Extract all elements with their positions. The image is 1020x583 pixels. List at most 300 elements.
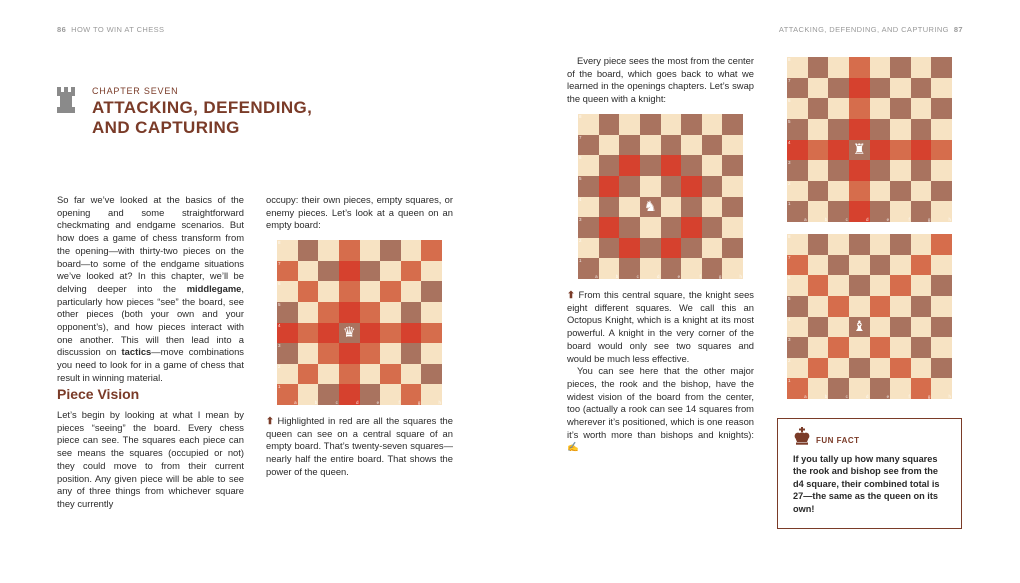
rank-label: 5 bbox=[579, 175, 582, 181]
board-square-d2 bbox=[339, 364, 360, 385]
board-square-a7 bbox=[787, 78, 808, 99]
rank-label: 7 bbox=[579, 134, 582, 140]
file-label: d bbox=[656, 274, 660, 279]
rank-label: 8 bbox=[579, 114, 582, 119]
board-square-h1 bbox=[421, 384, 442, 405]
board-square-b2 bbox=[298, 364, 319, 385]
chapter-title bbox=[92, 98, 312, 138]
board-square-b5 bbox=[808, 296, 829, 317]
queen-vision-board bbox=[277, 240, 442, 405]
board-square-g4 bbox=[401, 323, 422, 344]
board-square-g2 bbox=[911, 358, 932, 379]
file-label: a bbox=[595, 274, 598, 279]
board-square-c3 bbox=[619, 217, 640, 238]
fun-fact-text: If you tally up how many squares the rook and bishop see from the d4 square, their combined total is 27—the same as the queen on its own! bbox=[793, 454, 940, 514]
rank-label: 8 bbox=[788, 234, 791, 239]
board-square-h5 bbox=[722, 176, 743, 197]
rank-label: 1 bbox=[278, 384, 281, 390]
board-square-b8 bbox=[298, 240, 319, 261]
file-label: b bbox=[615, 274, 619, 279]
rook-piece-icon: ♜ bbox=[852, 141, 866, 158]
board-square-f7 bbox=[890, 255, 911, 276]
board-square-a6 bbox=[578, 155, 599, 176]
board-square-g3 bbox=[911, 337, 932, 358]
board-square-f8 bbox=[681, 114, 702, 135]
board-square-b5 bbox=[808, 119, 829, 140]
board-square-d4 bbox=[339, 323, 360, 344]
board-square-f5 bbox=[681, 176, 702, 197]
board-square-h5 bbox=[931, 119, 952, 140]
board-square-f4 bbox=[681, 197, 702, 218]
board-square-h7 bbox=[931, 255, 952, 276]
rank-label: 6 bbox=[788, 98, 791, 104]
board-square-a5 bbox=[787, 296, 808, 317]
board-square-e1 bbox=[360, 384, 381, 405]
file-label: h bbox=[739, 274, 742, 279]
board-square-f3 bbox=[890, 160, 911, 181]
board-square-a2 bbox=[787, 358, 808, 379]
board-square-a3 bbox=[787, 160, 808, 181]
board-square-c7 bbox=[828, 255, 849, 276]
board-square-b5 bbox=[298, 302, 319, 323]
board-square-b2 bbox=[808, 358, 829, 379]
board-square-g5 bbox=[702, 176, 723, 197]
board-square-h6 bbox=[931, 275, 952, 296]
board-square-g7 bbox=[911, 255, 932, 276]
file-label: e bbox=[376, 400, 380, 405]
file-label: g bbox=[927, 394, 931, 399]
board-square-g3 bbox=[401, 343, 422, 364]
board-square-g7 bbox=[401, 261, 422, 282]
board-square-c8 bbox=[828, 57, 849, 78]
file-label: c bbox=[335, 400, 338, 405]
rank-label: 4 bbox=[788, 139, 791, 145]
board-square-e4 bbox=[360, 323, 381, 344]
board-square-e7 bbox=[870, 78, 891, 99]
board-square-d2 bbox=[849, 181, 870, 202]
file-label: h bbox=[948, 394, 951, 399]
rank-label: 5 bbox=[788, 118, 791, 124]
board-square-g5 bbox=[911, 119, 932, 140]
board-square-d4 bbox=[849, 317, 870, 338]
board-square-h7 bbox=[722, 135, 743, 156]
board-square-b6 bbox=[808, 275, 829, 296]
rank-label: 5 bbox=[788, 295, 791, 301]
right-page-number: 87 bbox=[953, 25, 963, 34]
rank-label: 3 bbox=[788, 337, 791, 343]
column2-continuation: occupy: their own pieces, empty squares, or enemy pieces. Let’s look at a queen on an empty board: bbox=[266, 194, 453, 231]
rank-label: 1 bbox=[579, 258, 582, 264]
file-label: g bbox=[417, 400, 421, 405]
board-square-g6 bbox=[401, 281, 422, 302]
file-label: e bbox=[886, 217, 890, 222]
board-square-h2 bbox=[722, 238, 743, 259]
board-square-f2 bbox=[380, 364, 401, 385]
board-square-d1 bbox=[849, 378, 870, 399]
board-square-g8 bbox=[702, 114, 723, 135]
knight-piece-icon: ♞ bbox=[643, 198, 657, 215]
board-square-e2 bbox=[360, 364, 381, 385]
rank-label: 5 bbox=[278, 301, 281, 307]
rank-label: 8 bbox=[278, 240, 281, 245]
board-square-c7 bbox=[619, 135, 640, 156]
board-square-d3 bbox=[849, 160, 870, 181]
board-square-g8 bbox=[911, 234, 932, 255]
board-square-h6 bbox=[931, 98, 952, 119]
board-square-e3 bbox=[870, 337, 891, 358]
file-label: d bbox=[865, 394, 869, 399]
file-label: d bbox=[865, 217, 869, 222]
board-square-g2 bbox=[702, 238, 723, 259]
queen-piece-icon: ♛ bbox=[342, 324, 356, 341]
board-square-b1 bbox=[599, 258, 620, 279]
board-square-c2 bbox=[619, 238, 640, 259]
board-square-a7 bbox=[578, 135, 599, 156]
board-square-e6 bbox=[661, 155, 682, 176]
board-square-f2 bbox=[681, 238, 702, 259]
board-square-a1 bbox=[277, 384, 298, 405]
arrow-up-icon: ⬆ bbox=[567, 289, 575, 300]
board-square-e7 bbox=[870, 255, 891, 276]
board-square-e4 bbox=[870, 317, 891, 338]
file-label: a bbox=[804, 217, 807, 222]
board-square-c6 bbox=[318, 281, 339, 302]
file-label: e bbox=[677, 274, 681, 279]
file-label: g bbox=[718, 274, 722, 279]
board-square-d8 bbox=[849, 234, 870, 255]
board-square-c5 bbox=[619, 176, 640, 197]
file-label: g bbox=[927, 217, 931, 222]
board-square-d3 bbox=[640, 217, 661, 238]
board-square-c2 bbox=[828, 181, 849, 202]
board-square-d6 bbox=[640, 155, 661, 176]
board-square-a1 bbox=[787, 378, 808, 399]
board-square-a4 bbox=[787, 317, 808, 338]
board-square-f5 bbox=[380, 302, 401, 323]
board-square-g3 bbox=[911, 160, 932, 181]
board-square-c6 bbox=[828, 275, 849, 296]
file-label: c bbox=[845, 217, 848, 222]
board-square-d7 bbox=[339, 261, 360, 282]
board-square-b1 bbox=[808, 201, 829, 222]
term-tactics: tactics bbox=[121, 346, 152, 358]
board-square-h2 bbox=[931, 181, 952, 202]
board-square-c4 bbox=[318, 323, 339, 344]
board-square-b7 bbox=[298, 261, 319, 282]
board-square-a8 bbox=[277, 240, 298, 261]
board-square-h1 bbox=[931, 201, 952, 222]
rook-icon bbox=[55, 85, 77, 115]
file-label: f bbox=[908, 394, 910, 399]
board-square-c5 bbox=[318, 302, 339, 323]
board-square-b1 bbox=[808, 378, 829, 399]
rank-label: 6 bbox=[579, 155, 582, 161]
knight-vision-board bbox=[578, 114, 743, 279]
board-square-a3 bbox=[787, 337, 808, 358]
board-square-c8 bbox=[318, 240, 339, 261]
board-square-g1 bbox=[911, 378, 932, 399]
board-square-e5 bbox=[661, 176, 682, 197]
board-square-c2 bbox=[828, 358, 849, 379]
board-square-d7 bbox=[640, 135, 661, 156]
rank-label: 6 bbox=[278, 281, 281, 287]
board-square-g6 bbox=[911, 98, 932, 119]
board-square-e6 bbox=[870, 275, 891, 296]
board-square-c2 bbox=[318, 364, 339, 385]
board-square-h8 bbox=[722, 114, 743, 135]
board-square-d7 bbox=[849, 78, 870, 99]
board-square-d5 bbox=[640, 176, 661, 197]
file-label: h bbox=[438, 400, 441, 405]
board-square-g4 bbox=[702, 197, 723, 218]
board-square-g1 bbox=[702, 258, 723, 279]
board-square-e8 bbox=[870, 234, 891, 255]
board-square-b7 bbox=[599, 135, 620, 156]
board-square-d1 bbox=[339, 384, 360, 405]
rank-label: 4 bbox=[278, 322, 281, 328]
board-square-e8 bbox=[870, 57, 891, 78]
board-square-d5 bbox=[339, 302, 360, 323]
board-square-d5 bbox=[849, 296, 870, 317]
board-square-a2 bbox=[277, 364, 298, 385]
board-square-c8 bbox=[619, 114, 640, 135]
board-square-g2 bbox=[911, 181, 932, 202]
board-square-b1 bbox=[298, 384, 319, 405]
file-label: c bbox=[636, 274, 639, 279]
board-square-c1 bbox=[318, 384, 339, 405]
board-square-b8 bbox=[808, 234, 829, 255]
board-square-d5 bbox=[849, 119, 870, 140]
rank-label: 7 bbox=[278, 260, 281, 266]
board-square-f3 bbox=[380, 343, 401, 364]
board-square-b8 bbox=[599, 114, 620, 135]
board-square-d7 bbox=[849, 255, 870, 276]
rank-label: 2 bbox=[788, 357, 791, 363]
board-square-a3 bbox=[277, 343, 298, 364]
board-square-b8 bbox=[808, 57, 829, 78]
board-square-b6 bbox=[599, 155, 620, 176]
board-square-h3 bbox=[931, 160, 952, 181]
board-square-e5 bbox=[360, 302, 381, 323]
chapter-title-line2: AND CAPTURING bbox=[92, 118, 240, 137]
board-square-g7 bbox=[702, 135, 723, 156]
board-square-g6 bbox=[911, 275, 932, 296]
board-square-a8 bbox=[787, 57, 808, 78]
board-square-h1 bbox=[722, 258, 743, 279]
file-label: c bbox=[845, 394, 848, 399]
board-square-f6 bbox=[890, 98, 911, 119]
file-label: d bbox=[355, 400, 359, 405]
board-square-d2 bbox=[640, 238, 661, 259]
board-square-a2 bbox=[787, 181, 808, 202]
file-label: f bbox=[398, 400, 400, 405]
board-square-a6 bbox=[787, 275, 808, 296]
board-square-b7 bbox=[808, 255, 829, 276]
board-square-b3 bbox=[298, 343, 319, 364]
board-square-c3 bbox=[828, 337, 849, 358]
board-square-e3 bbox=[661, 217, 682, 238]
board-square-g5 bbox=[911, 296, 932, 317]
rook-vision-board bbox=[787, 57, 952, 222]
board-square-g8 bbox=[401, 240, 422, 261]
intro-paragraph: So far we’ve looked at the basics of the opening and some straightforward checkmating and endgame scenarios. But how does a game of chess transform from the opening—with thirty-two pieces on the board—to some of the endgame situations we’ve looked at? In this chapter, we’ll be delving deeper into the middlegame, particularly how pieces “see” the board, see other pieces (both your own and your opponent’s), and how pieces interact with one another. This will then lead into a discussion on tactics—move combinations you need to look for in a game of chess that result in winning material. bbox=[57, 194, 244, 383]
file-label: f bbox=[908, 217, 910, 222]
board-square-c5 bbox=[828, 119, 849, 140]
board-square-g1 bbox=[911, 201, 932, 222]
board-square-a8 bbox=[787, 234, 808, 255]
board-square-f7 bbox=[890, 78, 911, 99]
board-square-a5 bbox=[578, 176, 599, 197]
board-square-b6 bbox=[808, 98, 829, 119]
board-square-d1 bbox=[640, 258, 661, 279]
board-square-d8 bbox=[849, 57, 870, 78]
board-square-g3 bbox=[702, 217, 723, 238]
board-square-d4 bbox=[640, 197, 661, 218]
king-icon bbox=[793, 427, 811, 445]
board-square-b4 bbox=[808, 140, 829, 161]
rank-label: 3 bbox=[278, 343, 281, 349]
board-square-h5 bbox=[931, 296, 952, 317]
board-square-d3 bbox=[849, 337, 870, 358]
board-square-h4 bbox=[722, 197, 743, 218]
board-square-e4 bbox=[870, 140, 891, 161]
left-running-title: HOW TO WIN AT CHESS bbox=[71, 25, 165, 34]
chapter-title-line1: ATTACKING, DEFENDING, bbox=[92, 98, 313, 117]
board-square-e2 bbox=[870, 181, 891, 202]
board-square-g7 bbox=[911, 78, 932, 99]
board-square-c1 bbox=[828, 378, 849, 399]
board-square-f4 bbox=[380, 323, 401, 344]
board-square-a2 bbox=[578, 238, 599, 259]
board-square-f6 bbox=[890, 275, 911, 296]
board-square-f7 bbox=[380, 261, 401, 282]
board-square-a6 bbox=[277, 281, 298, 302]
board-square-d4 bbox=[849, 140, 870, 161]
board-square-h5 bbox=[421, 302, 442, 323]
board-square-h6 bbox=[722, 155, 743, 176]
file-label: h bbox=[948, 217, 951, 222]
file-label: a bbox=[804, 394, 807, 399]
board-square-a4 bbox=[578, 197, 599, 218]
board-square-f8 bbox=[890, 57, 911, 78]
board-square-g4 bbox=[911, 317, 932, 338]
board-square-f5 bbox=[890, 296, 911, 317]
board-square-b4 bbox=[298, 323, 319, 344]
board-square-b3 bbox=[599, 217, 620, 238]
board-square-c8 bbox=[828, 234, 849, 255]
board-square-a4 bbox=[277, 323, 298, 344]
file-label: a bbox=[294, 400, 297, 405]
board-square-f8 bbox=[380, 240, 401, 261]
board-square-f2 bbox=[890, 358, 911, 379]
board-square-e1 bbox=[661, 258, 682, 279]
board-square-e8 bbox=[360, 240, 381, 261]
board-square-h8 bbox=[421, 240, 442, 261]
board-square-f4 bbox=[890, 317, 911, 338]
column3-paragraph1: Every piece sees the most from the center of the board, which goes back to what we learned in the openings chapters. Let’s swap the queen with a knight: bbox=[567, 55, 754, 105]
board-square-c6 bbox=[828, 98, 849, 119]
board-square-h3 bbox=[931, 337, 952, 358]
board-square-a6 bbox=[787, 98, 808, 119]
board-square-f3 bbox=[890, 337, 911, 358]
rank-label: 7 bbox=[788, 77, 791, 83]
board-square-b4 bbox=[599, 197, 620, 218]
board-square-a1 bbox=[578, 258, 599, 279]
board-square-e2 bbox=[870, 358, 891, 379]
board-square-b5 bbox=[599, 176, 620, 197]
rank-label: 4 bbox=[788, 316, 791, 322]
rank-label: 3 bbox=[579, 217, 582, 223]
board-square-h3 bbox=[722, 217, 743, 238]
rank-label: 1 bbox=[788, 201, 791, 207]
bishop-vision-board bbox=[787, 234, 952, 399]
right-page-header bbox=[779, 25, 963, 34]
board-square-d8 bbox=[339, 240, 360, 261]
board-square-a5 bbox=[787, 119, 808, 140]
board-square-c4 bbox=[828, 317, 849, 338]
board-square-g1 bbox=[401, 384, 422, 405]
board-square-f1 bbox=[890, 378, 911, 399]
section-heading-piece-vision: Piece Vision bbox=[57, 386, 140, 402]
board-square-h2 bbox=[931, 358, 952, 379]
board-square-h3 bbox=[421, 343, 442, 364]
rank-label: 7 bbox=[788, 254, 791, 260]
board-square-b3 bbox=[808, 337, 829, 358]
board-square-e6 bbox=[360, 281, 381, 302]
left-page-number: 86 bbox=[57, 25, 67, 34]
file-label: b bbox=[824, 394, 828, 399]
board-square-h7 bbox=[421, 261, 442, 282]
board-square-b4 bbox=[808, 317, 829, 338]
board-square-f6 bbox=[380, 281, 401, 302]
board-square-e1 bbox=[870, 378, 891, 399]
rank-label: 2 bbox=[579, 237, 582, 243]
board-square-h8 bbox=[931, 57, 952, 78]
rank-label: 1 bbox=[788, 378, 791, 384]
board-square-c4 bbox=[828, 140, 849, 161]
board-square-h6 bbox=[421, 281, 442, 302]
bishop-piece-icon: ♝ bbox=[852, 318, 866, 335]
board-square-a7 bbox=[277, 261, 298, 282]
board-square-a4 bbox=[787, 140, 808, 161]
file-label: e bbox=[886, 394, 890, 399]
right-running-title: ATTACKING, DEFENDING, AND CAPTURING bbox=[778, 25, 949, 34]
board-square-f4 bbox=[890, 140, 911, 161]
board-square-d6 bbox=[849, 98, 870, 119]
board-square-f1 bbox=[380, 384, 401, 405]
board-square-a3 bbox=[578, 217, 599, 238]
file-label: b bbox=[824, 217, 828, 222]
board-square-e1 bbox=[870, 201, 891, 222]
board-square-f5 bbox=[890, 119, 911, 140]
board-square-e7 bbox=[360, 261, 381, 282]
rank-label: 4 bbox=[579, 196, 582, 202]
rank-label: 6 bbox=[788, 275, 791, 281]
board-square-e4 bbox=[661, 197, 682, 218]
rank-label: 3 bbox=[788, 160, 791, 166]
board-square-g6 bbox=[702, 155, 723, 176]
queen-caption: ⬆ Highlighted in red are all the squares the queen can see on a central square of an empty board. That’s twenty-seven squares—nearly half the entire board. That shows the power of the queen. bbox=[266, 415, 453, 477]
piece-vision-paragraph: Let’s begin by looking at what I mean by pieces “seeing” the board. Every chess piece can see. The squares each piece can see means the squares (occupied or not) they could move to from their current position. Any given piece will be able to see any of three things from whichever square they currently bbox=[57, 409, 244, 509]
board-square-c1 bbox=[619, 258, 640, 279]
board-square-c7 bbox=[828, 78, 849, 99]
board-square-c3 bbox=[828, 160, 849, 181]
arrow-up-icon: ⬆ bbox=[266, 415, 274, 426]
file-label: b bbox=[314, 400, 318, 405]
board-square-a8 bbox=[578, 114, 599, 135]
board-square-h4 bbox=[421, 323, 442, 344]
board-square-b2 bbox=[599, 238, 620, 259]
